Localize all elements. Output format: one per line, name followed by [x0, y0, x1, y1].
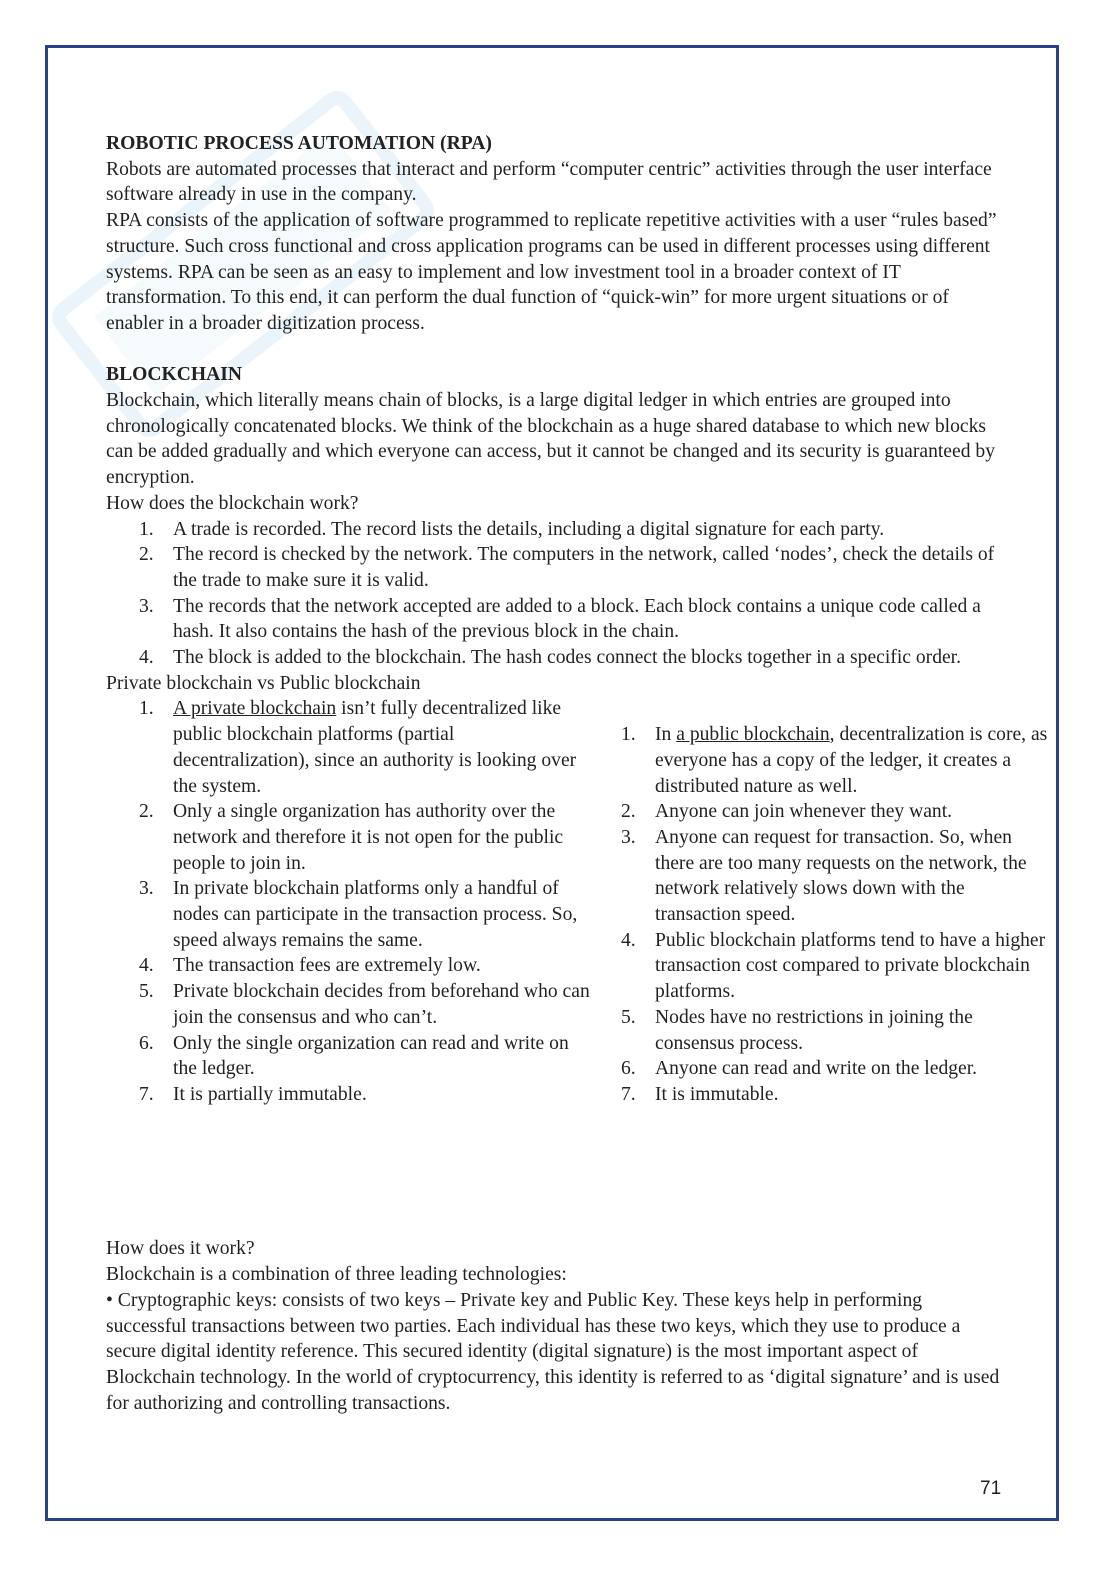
blockchain-heading: BLOCKCHAIN [106, 364, 243, 386]
list-item: 7. It is partially immutable. [139, 1084, 367, 1105]
list-item: 2. Anyone can join whenever they want. [621, 801, 953, 823]
list-item: 3. Anyone can request for transaction. So, when there are too many requests on the network, the network relatively slows down with the transaction speed. [621, 826, 1027, 926]
comparison-title: Private blockchain vs Public blockchain [106, 672, 421, 694]
list-item: 2. Only a single organization has authority over the network and therefore it is not open for the public people to join in. [139, 801, 564, 874]
rpa-paragraph-1: Robots are automated processes that interact and perform “computer centric” activities through the user interface software already in use in the company. [106, 158, 992, 206]
list-item: 1. A trade is recorded. The record lists the details, including a digital signature for each party. [139, 518, 885, 540]
rpa-paragraph-2: RPA consists of the application of software programmed to replicate repetitive activities with a user “rules based” structure. Such cross functional and cross application programs can be used in different processes using different systems. RPA can be seen as an easy to implement and low investment tool in a broader context of IT transformation. To this end, it can perform the dual function of “quick-win” for more urgent situations or of enabler in a broader digitization process. [106, 210, 997, 334]
list-item: 2. The record is checked by the network. The computers in the network, called ‘nodes’, check the details of the trade to make sure it is valid. [139, 544, 995, 591]
list-item: 5. Nodes have no restrictions in joining the consensus process. [621, 1006, 973, 1054]
page-content [106, 131, 1048, 1416]
list-item: 7. It is immutable. [621, 1083, 779, 1105]
list-item: 4. The block is added to the blockchain. The hash codes connect the blocks together in a specific order. [139, 647, 962, 669]
cryptographic-keys-paragraph: • Cryptographic keys: consists of two keys – Private key and Public Key. These keys help in performing successful transactions between two parties. Each individual has these two keys, which they use to produce a secure digital identity reference. This secured identity (digital signature) is the most important aspect of Blockchain technology. In the world of cryptocurrency, this identity is referred to as ‘digital signature’ and is used for authorizing and controlling transactions. [106, 1289, 1000, 1414]
list-item: 6. Only the single organization can read and write on the ledger. [139, 1032, 569, 1080]
blockchain-steps-list [106, 517, 1006, 671]
page-number: 71 [980, 1478, 1002, 1499]
comparison-columns [106, 696, 1048, 1236]
private-blockchain-list [106, 696, 593, 1107]
how-blockchain-works-question: How does the blockchain work? [106, 492, 359, 514]
list-item: 5. Private blockchain decides from beforehand who can join the consensus and who can’t. [139, 981, 590, 1028]
combination-sentence: Blockchain is a combination of three leading technologies: [106, 1264, 567, 1286]
blockchain-intro: Blockchain, which literally means chain of blocks, is a large digital ledger in which entries are grouped into chronologically concatenated blocks. We think of the blockchain as a huge shared database to which new blocks can be added gradually and which everyone can access, but it cannot be changed and its security is guaranteed by encryption. [106, 390, 995, 489]
list-item: 1. In a public blockchain, decentralization is core, as everyone has a copy of the ledger, it creates a distributed nature as well. [621, 724, 1048, 797]
list-item: 4. Public blockchain platforms tend to have a higher transaction cost compared to private blockchain platforms. [621, 929, 1046, 1003]
list-item: 3. In private blockchain platforms only a handful of nodes can participate in the transaction process. So, speed always remains the same. [139, 878, 578, 951]
list-item: 4. The transaction fees are extremely low. [139, 955, 481, 977]
public-blockchain-list [588, 722, 1055, 1108]
how-it-works-question: How does it work? [106, 1238, 255, 1260]
list-item: 6. Anyone can read and write on the ledger. [621, 1058, 978, 1080]
list-item: 3. The records that the network accepted are added to a block. Each block contains a unique code called a hash. It also contains the hash of the previous block in the chain. [139, 595, 981, 643]
rpa-heading: ROBOTIC PROCESS AUTOMATION (RPA) [106, 133, 492, 154]
list-item: 1. A private blockchain isn’t fully decentralized like public blockchain platforms (partial decentralization), since an authority is looking over the system. [139, 698, 577, 797]
